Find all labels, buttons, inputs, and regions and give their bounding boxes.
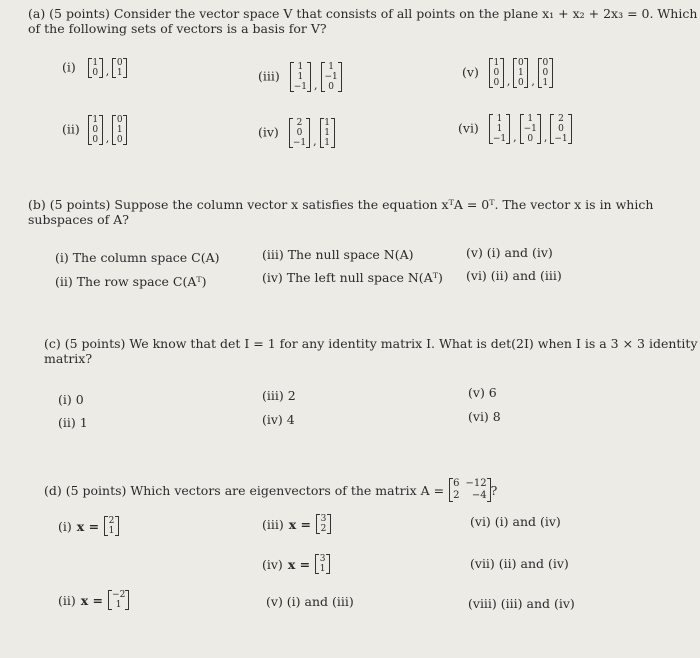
option-d-i [58, 516, 119, 536]
vector: 2 0 −1 [289, 118, 310, 148]
vector: 1 −1 0 [321, 62, 342, 92]
vector: 3 1 [315, 554, 330, 574]
option-b-v: (v) (i) and (iv) [466, 245, 553, 260]
option-d-ii [58, 590, 129, 610]
option-label: (i) [58, 518, 72, 534]
vector: 1 1 −1 [489, 114, 510, 144]
vector: 0 1 [112, 58, 127, 78]
option-c-iii: (iii) 2 [262, 388, 296, 403]
option-c-v: (v) 6 [468, 385, 497, 400]
vector: 1 1 1 [320, 118, 335, 148]
option-label: (v) [462, 64, 479, 80]
vector: 0 1 0 [112, 115, 127, 145]
option-b-i: (i) The column space C(A) [55, 250, 220, 265]
vector: 1 0 0 [88, 115, 103, 145]
vector: 1 0 [88, 58, 103, 78]
option-b-iv: (iv) The left null space N(Aᵀ) [262, 270, 443, 285]
vector: 1 0 0 [489, 58, 504, 88]
vector: 0 1 0 [513, 58, 528, 88]
x-equals: x = [288, 516, 312, 532]
question-b-line1: (b) (5 points) Suppose the column vector x satisfies the equation xᵀA = 0ᵀ. The vector x is in which [28, 197, 654, 212]
x-equals: x = [80, 592, 104, 608]
option-b-ii: (ii) The row space C(Aᵀ) [55, 274, 207, 289]
vector: 3 2 [316, 514, 331, 534]
question-a-line1: (a) (5 points) Consider the vector space V that consists of all points on the plane x₁ + x₂ + 2x₃ = 0. Which [28, 6, 698, 21]
option-c-vi: (vi) 8 [468, 409, 501, 424]
option-d-vi: (vi) (i) and (iv) [470, 514, 561, 529]
option-label: (vi) [458, 120, 479, 136]
vector: 2 0 −1 [550, 114, 571, 144]
option-b-vi: (vi) (ii) and (iii) [466, 268, 562, 283]
question-c-line2: matrix? [44, 351, 93, 366]
option-label: (ii) [58, 592, 76, 608]
option-b-iii: (iii) The null space N(A) [262, 247, 414, 262]
option-d-vii: (vii) (ii) and (iv) [470, 556, 569, 571]
question-c-line1: (c) (5 points) We know that det I = 1 for any identity matrix I. What is det(2I) when I is a 3 × 3 identity [44, 336, 698, 351]
option-c-i: (i) 0 [58, 392, 84, 407]
option-d-iv [262, 554, 330, 574]
option-a-ii: (ii) 1 0 0 , 0 1 0 [62, 115, 127, 145]
x-equals: x = [287, 556, 311, 572]
option-label: (iv) [262, 556, 283, 572]
option-label: (iii) [258, 68, 280, 84]
option-a-vi: (vi) 1 1 −1 , 1 −1 0 , 2 0 −1 [458, 114, 572, 144]
option-d-viii: (viii) (iii) and (iv) [468, 596, 575, 611]
vector: −2 1 [108, 590, 129, 610]
option-label: (ii) [62, 121, 80, 137]
option-label: (iv) [258, 124, 279, 140]
matrix-a: 6 −12 2 −4 [449, 478, 490, 502]
vector: 1 −1 0 [520, 114, 541, 144]
option-c-ii: (ii) 1 [58, 415, 88, 430]
question-d [44, 478, 497, 502]
option-d-v: (v) (i) and (iii) [266, 594, 354, 609]
x-equals: x = [76, 518, 100, 534]
question-a-line2: of the following sets of vectors is a basis for V? [28, 21, 327, 36]
option-d-iii [262, 514, 331, 534]
option-c-iv: (iv) 4 [262, 412, 295, 427]
vector: 1 1 −1 [290, 62, 311, 92]
option-a-iii: (iii) 1 1 −1 , 1 −1 0 [258, 62, 342, 92]
question-b-line2: subspaces of A? [28, 212, 129, 227]
option-label: (iii) [262, 516, 284, 532]
option-a-v: (v) 1 0 0 , 0 1 0 , 0 0 1 [462, 58, 553, 88]
vector: 0 0 1 [538, 58, 553, 88]
option-a-i: (i) 1 0 , 0 1 [62, 58, 127, 78]
question-mark: ? [490, 482, 498, 498]
vector: 2 1 [104, 516, 119, 536]
option-label: (i) [62, 59, 76, 75]
question-d-text: (d) (5 points) Which vectors are eigenvectors of the matrix A = [44, 482, 445, 498]
option-a-iv: (iv) 2 0 −1 , 1 1 1 [258, 118, 335, 148]
